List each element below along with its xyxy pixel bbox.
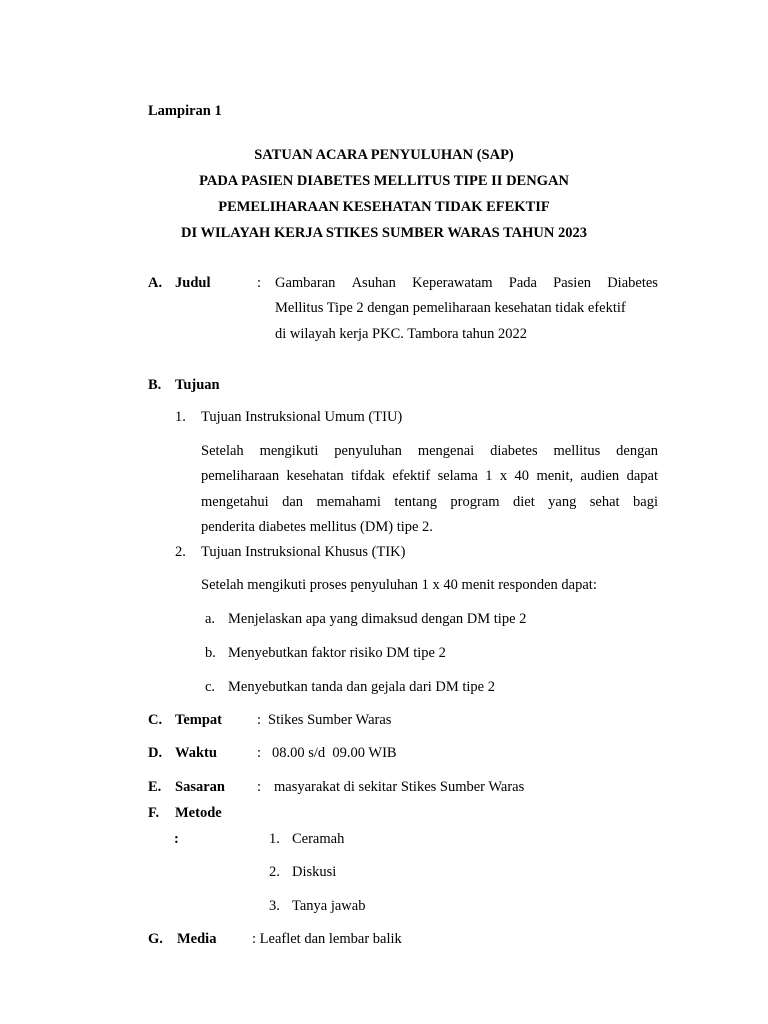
judul-label: Judul xyxy=(175,275,211,291)
judul-value-line-1 xyxy=(275,276,658,291)
tik-heading: Tujuan Instruksional Khusus (TIK) xyxy=(201,544,406,560)
tiu-text-line-2: pemeliharaan kesehatan tifdak efektif selama 1 x 40 menit, audien dapat xyxy=(201,468,658,484)
list-number: 1. xyxy=(175,409,186,425)
waktu-value: 08.00 s/d 09.00 WIB xyxy=(272,745,397,761)
list-number: 3. xyxy=(269,898,280,914)
sasaran-value: masyarakat di sekitar Stikes Sumber Waras xyxy=(274,779,525,795)
section-letter: F. xyxy=(148,805,160,821)
tiu-heading: Tujuan Instruksional Umum (TIU) xyxy=(201,409,403,425)
word: Asuhan xyxy=(351,275,396,291)
metode-item: Tanya jawab xyxy=(292,898,366,914)
list-letter: a. xyxy=(205,611,216,627)
word: Gambaran xyxy=(275,275,336,291)
judul-value-line-3: di wilayah kerja PKC. Tambora tahun 2022 xyxy=(275,326,528,342)
doc-title-line-1: SATUAN ACARA PENYULUHAN (SAP) xyxy=(254,147,514,163)
doc-title-line-4: DI WILAYAH KERJA STIKES SUMBER WARAS TAHUN 2023 xyxy=(181,225,587,241)
media-label: Media xyxy=(177,931,217,947)
tik-item: Menyebutkan tanda dan gejala dari DM tipe 2 xyxy=(228,679,495,695)
colon: : xyxy=(174,831,179,847)
sasaran-label: Sasaran xyxy=(175,779,225,795)
metode-item: Diskusi xyxy=(292,864,337,880)
tik-intro: Setelah mengikuti proses penyuluhan 1 x 40 menit responden dapat: xyxy=(201,577,597,593)
section-letter: D. xyxy=(148,745,163,761)
colon: : xyxy=(257,712,262,728)
list-number: 2. xyxy=(269,864,280,880)
tujuan-label: Tujuan xyxy=(175,377,220,393)
doc-title-line-2: PADA PASIEN DIABETES MELLITUS TIPE II DENGAN xyxy=(199,173,569,189)
tempat-label: Tempat xyxy=(175,712,222,728)
word: Pada xyxy=(508,275,537,291)
colon: : xyxy=(257,779,262,795)
list-letter: c. xyxy=(205,679,216,695)
tiu-text-line-4: penderita diabetes mellitus (DM) tipe 2. xyxy=(201,519,433,535)
section-letter: C. xyxy=(148,712,163,728)
tik-item: Menyebutkan faktor risiko DM tipe 2 xyxy=(228,645,446,661)
list-number: 2. xyxy=(175,544,186,560)
word: Pasien xyxy=(553,275,592,291)
section-letter: E. xyxy=(148,779,162,795)
waktu-label: Waktu xyxy=(175,745,217,761)
colon: : xyxy=(257,745,262,761)
colon: : xyxy=(257,275,262,291)
list-number: 1. xyxy=(269,831,280,847)
section-letter: A. xyxy=(148,275,163,291)
word: Diabetes xyxy=(607,275,658,291)
media-value: : Leaflet dan lembar balik xyxy=(252,931,402,947)
tempat-value: Stikes Sumber Waras xyxy=(268,712,392,728)
metode-item: Ceramah xyxy=(292,831,345,847)
section-letter: G. xyxy=(148,931,163,947)
tiu-text-line-3: mengetahui dan memahami tentang program diet yang sehat bagi xyxy=(201,494,658,510)
judul-value-line-2: Mellitus Tipe 2 dengan pemeliharaan kesehatan tidak efektif xyxy=(275,300,626,316)
tiu-text-line-1: Setelah mengikuti penyuluhan mengenai diabetes mellitus dengan xyxy=(201,443,658,459)
word: Keperawatam xyxy=(412,275,493,291)
metode-label: Metode xyxy=(175,805,222,821)
doc-title-line-3: PEMELIHARAAN KESEHATAN TIDAK EFEKTIF xyxy=(218,199,550,215)
attachment-label: Lampiran 1 xyxy=(148,103,222,119)
section-letter: B. xyxy=(148,377,162,393)
list-letter: b. xyxy=(205,645,216,661)
tik-item: Menjelaskan apa yang dimaksud dengan DM tipe 2 xyxy=(228,611,527,627)
